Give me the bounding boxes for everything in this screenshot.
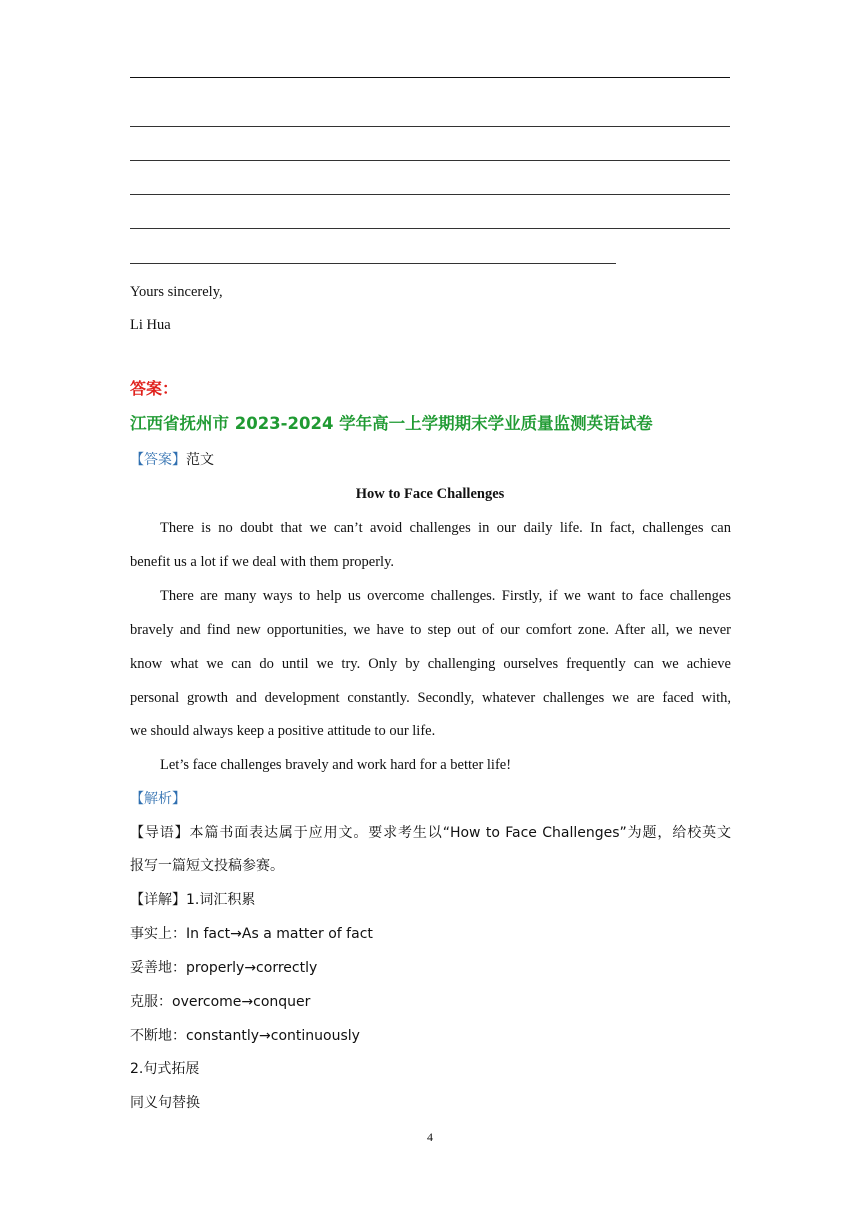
- essay-line: There is no doubt that we can’t avoid challenges in our daily life. In fact, challenges can: [160, 520, 731, 536]
- essay-line: we should always keep a positive attitude to our life.: [130, 723, 436, 739]
- essay-line: There are many ways to help us overcome challenges. Firstly, if we want to face challenges: [160, 588, 731, 604]
- letter-signature: Li Hua: [130, 317, 171, 333]
- writing-line: [130, 126, 730, 127]
- analysis-detail-heading: 【详解】1.词汇积累: [130, 892, 256, 908]
- essay-line: personal growth and development constantly. Secondly, whatever challenges we are faced with,: [130, 690, 731, 706]
- source-title: 江西省抚州市 2023-2024 学年高一上学期期末学业质量监测英语试卷: [130, 414, 653, 433]
- vocab-item: 妥善地：properly→correctly: [130, 960, 318, 976]
- answer-label: 答案：: [130, 379, 179, 398]
- analysis-intro-line: 报写一篇短文投稿参赛。: [130, 858, 284, 874]
- analysis-label: 【解析】: [130, 791, 186, 807]
- vocab-item: 不断地：constantly→continuously: [130, 1028, 360, 1044]
- writing-line-solid: [130, 77, 730, 78]
- writing-line: [130, 160, 730, 161]
- essay-title: How to Face Challenges: [355, 486, 505, 502]
- answer-tag: [130, 451, 214, 469]
- writing-line: [130, 194, 730, 195]
- answer-tag-word: 范文: [186, 452, 214, 468]
- vocab-item: 克服：overcome→conquer: [130, 994, 311, 1010]
- answer-tag-bracket: 【答案】: [130, 452, 186, 468]
- analysis-intro-line: 【导语】本篇书面表达属于应用文。要求考生以“How to Face Challenges”为题，给校英文: [130, 825, 731, 841]
- page-number: 4: [427, 1130, 433, 1144]
- section-heading: 2.句式拓展: [130, 1061, 200, 1077]
- essay-line: benefit us a lot if we deal with them properly.: [130, 554, 395, 570]
- essay-line: bravely and find new opportunities, we have to step out of our comfort zone. After all, we never: [130, 622, 731, 638]
- section-subheading: 同义句替换: [130, 1095, 200, 1111]
- essay-line: know what we can do until we try. Only by challenging ourselves frequently can we achieve: [130, 656, 731, 672]
- writing-line: [130, 228, 730, 229]
- letter-signoff: Yours sincerely,: [130, 284, 223, 300]
- writing-line-short: [130, 263, 616, 264]
- vocab-item: 事实上：In fact→As a matter of fact: [130, 926, 373, 942]
- essay-line: Let’s face challenges bravely and work hard for a better life!: [160, 757, 512, 773]
